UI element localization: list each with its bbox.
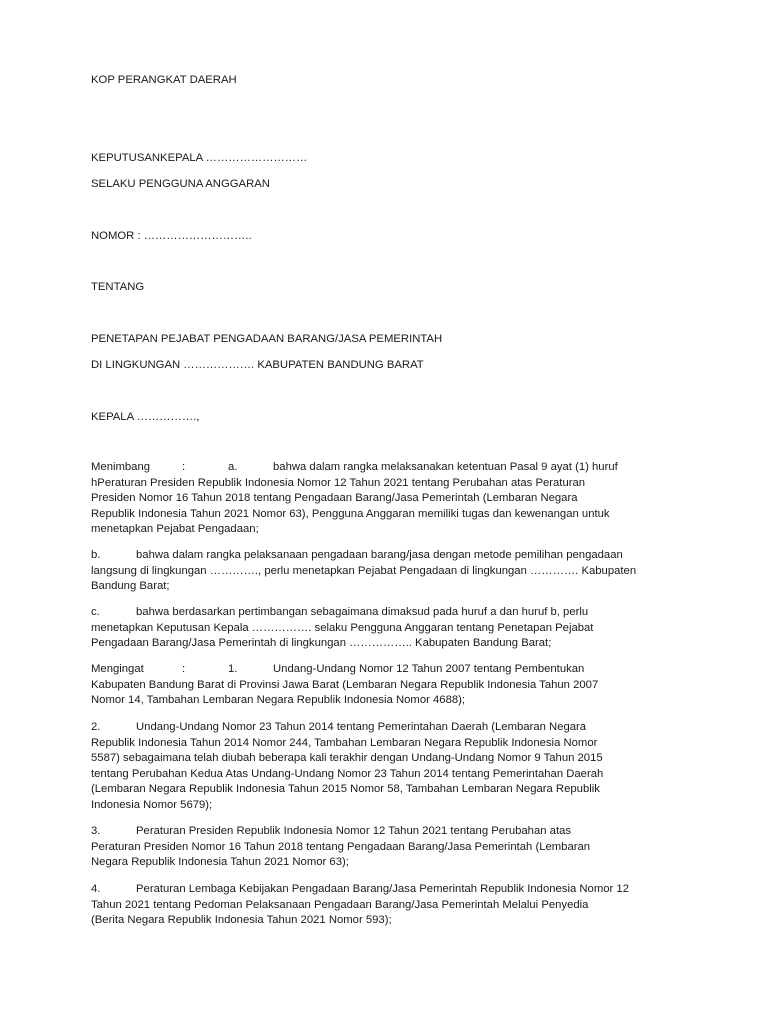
paragraph-line: Kabupaten Bandung Barat di Provinsi Jawa Barat (Lembaran Negara Republik Indonesia Tahun 2007 [91, 678, 599, 691]
decree-role: SELAKU PENGGUNA ANGGARAN [91, 178, 270, 190]
considering-colon: : [182, 461, 186, 473]
paragraph-line: bahwa dalam rangka melaksanakan ketentuan Pasal 9 ayat (1) huruf [273, 461, 618, 473]
paragraph-line: langsung di lingkungan …………., perlu menetapkan Pejabat Pengadaan di lingkungan …………. Kabupaten [91, 564, 637, 577]
recalling-2-marker: 2. [91, 721, 101, 733]
decree-issuer: KEPALA ……………., [91, 411, 200, 423]
paragraph-line: Bandung Barat; [91, 580, 170, 592]
considering-c-marker: c. [91, 606, 100, 618]
paragraph-line: Peraturan Lembaga Kebijakan Pengadaan Barang/Jasa Pemerintah Republik Indonesia Nomor 12 [136, 883, 629, 895]
decree-subject: PENETAPAN PEJABAT PENGADAAN BARANG/JASA PEMERINTAH [91, 333, 443, 345]
paragraph-line: Indonesia Nomor 5679); [91, 798, 213, 811]
considering-b-marker: b. [91, 549, 101, 561]
considering-label: Menimbang [91, 461, 151, 473]
recalling-4-marker: 4. [91, 883, 101, 895]
paragraph-line: (Lembaran Negara Republik Indonesia Tahun 2015 Nomor 58, Tambahan Lembaran Negara Republik [91, 783, 600, 795]
recalling-item-2 [91, 720, 683, 813]
paragraph-line: menetapkan Pejabat Pengadaan; [91, 523, 259, 535]
recalling-item-1 [91, 662, 683, 709]
paragraph-line: bahwa berdasarkan pertimbangan sebagaimana dimaksud pada huruf a dan huruf b, perlu [136, 606, 589, 618]
paragraph-line: Tahun 2021 tentang Pedoman Pelaksanaan Pengadaan Barang/Jasa Pemerintah Melalui Penyedia [91, 898, 589, 911]
paragraph-line: Negara Republik Indonesia Tahun 2021 Nomor 63); [91, 856, 349, 868]
paragraph-line: Presiden Nomor 16 Tahun 2018 tentang Pengadaan Barang/Jasa Pemerintah (Lembaran Negara [91, 492, 578, 504]
considering-a-marker: a. [228, 461, 238, 473]
recalling-item-3 [91, 824, 683, 871]
considering-item-c [91, 605, 683, 652]
recalling-item-4 [91, 882, 683, 929]
paragraph-line: 5587) sebagaimana telah diubah beberapa kali terakhir dengan Undang-Undang Nomor 9 Tahun 2015 [91, 752, 603, 764]
paragraph-line: (Berita Negara Republik Indonesia Tahun 2021 Nomor 593); [91, 914, 392, 926]
paragraph-line: bahwa dalam rangka pelaksanaan pengadaan barang/jasa dengan metode pemilihan pengadaan [136, 549, 623, 561]
paragraph-line: Undang-Undang Nomor 12 Tahun 2007 tentang Pembentukan [273, 663, 585, 675]
recalling-label: Mengingat [91, 663, 144, 675]
paragraph-line: Republik Indonesia Tahun 2014 Nomor 244, Tambahan Lembaran Negara Republik Indonesia Nomor [91, 736, 598, 749]
paragraph-line: tentang Perubahan Kedua Atas Undang-Undang Nomor 23 Tahun 2014 tentang Pemerintahan Daerah [91, 767, 604, 780]
paragraph-line: Nomor 14, Tambahan Lembaran Negara Republik Indonesia Nomor 4688); [91, 694, 466, 706]
recalling-colon: : [182, 663, 186, 675]
considering-item-a [91, 460, 683, 538]
decree-about-label: TENTANG [91, 281, 145, 293]
considering-item-b [91, 548, 683, 595]
paragraph-line: menetapkan Keputusan Kepala ……………. selaku Pengguna Anggaran tentang Penetapan Pejabat [91, 621, 594, 634]
decree-subject-location: DI LINGKUNGAN ………………. KABUPATEN BANDUNG BARAT [91, 359, 424, 371]
paragraph-line: Undang-Undang Nomor 23 Tahun 2014 tentang Pemerintahan Daerah (Lembaran Negara [136, 721, 587, 733]
recalling-3-marker: 3. [91, 825, 101, 837]
paragraph-line: Pengadaan Barang/Jasa Pemerintah di lingkungan …………….. Kabupaten Bandung Barat; [91, 637, 552, 649]
paragraph-line: Peraturan Presiden Nomor 16 Tahun 2018 tentang Pengadaan Barang/Jasa Pemerintah (Lembaran [91, 840, 591, 853]
paragraph-line: hPeraturan Presiden Republik Indonesia Nomor 12 Tahun 2021 tentang Perubahan atas Peraturan [91, 476, 586, 489]
paragraph-line: Peraturan Presiden Republik Indonesia Nomor 12 Tahun 2021 tentang Perubahan atas [136, 825, 572, 837]
recalling-1-marker: 1. [228, 663, 238, 675]
decree-title: KEPUTUSANKEPALA ……………………… [91, 152, 308, 164]
paragraph-line: Republik Indonesia Tahun 2021 Nomor 63), Pengguna Anggaran memiliki tugas dan kewenangan untuk [91, 507, 610, 520]
decree-number: NOMOR : ……………………….. [91, 230, 252, 242]
letterhead-label: KOP PERANGKAT DAERAH [91, 74, 237, 86]
